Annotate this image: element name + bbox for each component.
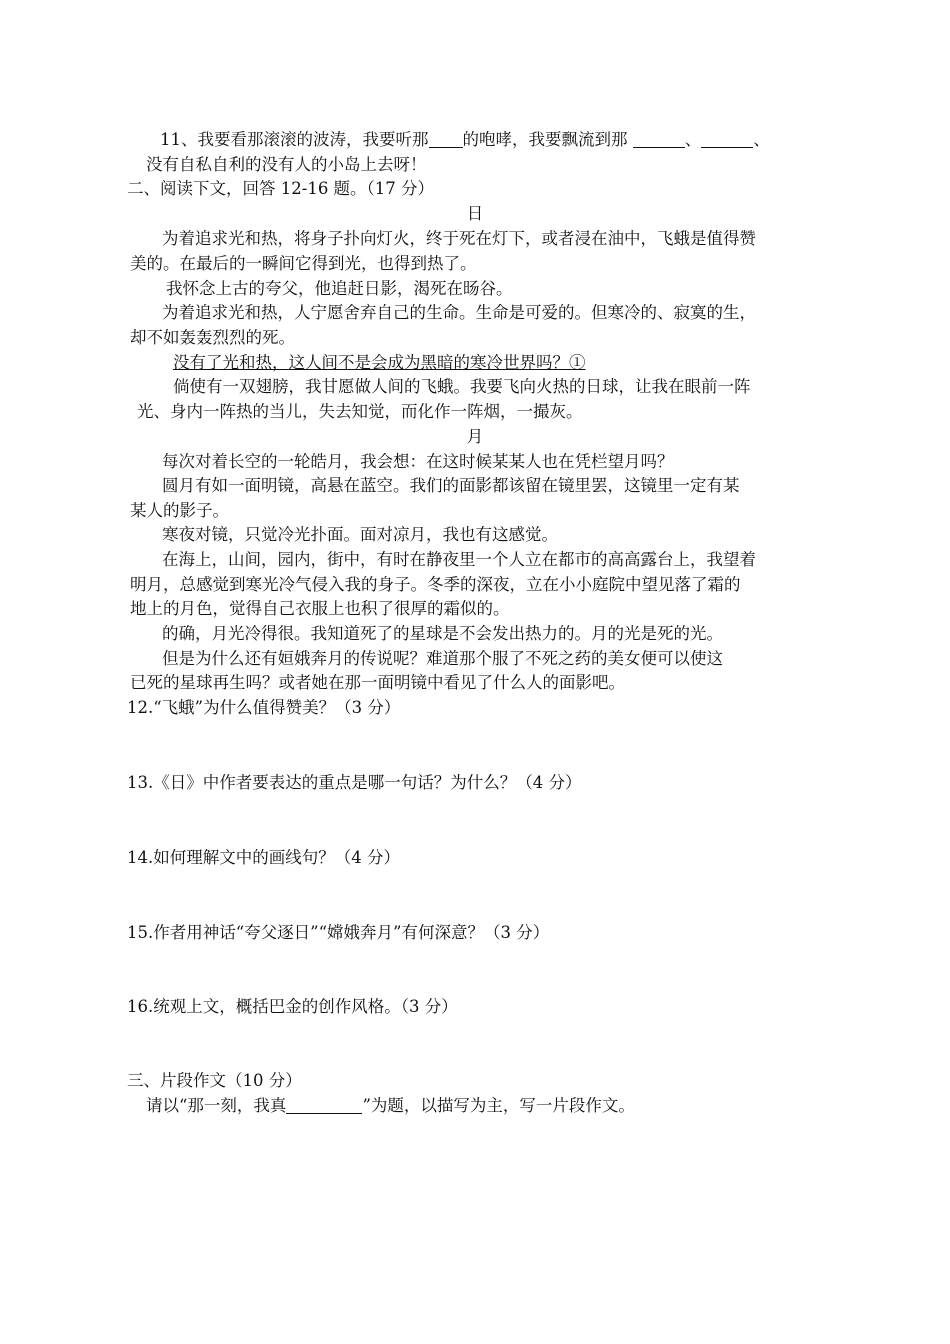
sun-paragraph-line: 光、身内一阵热的当儿，失去知觉，而化作一阵烟，一撮灰。: [137, 402, 583, 421]
answer-blank-1[interactable]: [429, 130, 463, 148]
sun-paragraph-line: 我怀念上古的夸父，他追赶日影，渴死在旸谷。: [166, 279, 513, 298]
sun-paragraph-line: 美的。在最后的一瞬间它得到光，也得到热了。: [130, 254, 477, 273]
moon-paragraph-line: 的确，月光冷得很。我知道死了的星球是不会发出热力的。月的光是死的光。: [162, 624, 723, 643]
essay-prompt: [146, 1094, 635, 1118]
moon-paragraph-line: 地上的月色，觉得自己衣服上也积了很厚的霜似的。: [130, 599, 510, 618]
question-14: 14.如何理解文中的画线句？（4 分）: [127, 848, 400, 867]
moon-paragraph-line: 圆月有如一面明镜，高悬在蓝空。我们的面影都该留在镜里罢，这镜里一定有某: [162, 476, 740, 495]
passage-title-moon: 月: [466, 427, 484, 446]
moon-paragraph-line: 明月，总感觉到寒光冷气侵入我的身子。冬季的深夜，立在小小庭院中望见落了霜的: [130, 575, 741, 594]
q11-text-3: 、: [684, 130, 702, 149]
question-12: 12.“飞蛾”为什么值得赞美？（3 分）: [127, 698, 401, 717]
essay-title-blank[interactable]: [286, 1096, 362, 1114]
moon-paragraph-line: 寒夜对镜，只觉冷光扑面。面对凉月，我也有这感觉。: [162, 525, 558, 544]
sun-paragraph-line: 为着追求光和热，人宁愿舍弃自己的生命。生命是可爱的。但寒冷的、寂寞的生，: [162, 303, 756, 322]
question-16: 16.统观上文，概括巴金的创作风格。（3 分）: [127, 997, 458, 1016]
sun-paragraph-line: 为着追求光和热，将身子扑向灯火，终于死在灯下，或者浸在油中，飞蛾是值得赞: [162, 229, 756, 248]
question-13: 13.《日》中作者要表达的重点是哪一句话？为什么？（4 分）: [127, 773, 582, 792]
underlined-sentence: 没有了光和热，这人间不是会成为黑暗的寒冷世界吗？①: [173, 353, 586, 372]
question-11-line-2: 没有自私自利的没有人的小岛上去呀！: [146, 155, 427, 174]
essay-prompt-text-1: 请以“那一刻，我真: [146, 1096, 287, 1115]
answer-blank-3[interactable]: [701, 130, 753, 148]
sun-paragraph-line: 倘使有一双翅膀，我甘愿做人间的飞蛾。我要飞向火热的日球，让我在眼前一阵: [173, 377, 751, 396]
passage-title-sun: 日: [466, 204, 484, 223]
moon-paragraph-line: 在海上，山间，园内，街中，有时在静夜里一个人立在都市的高高露台上，我望着: [162, 550, 756, 569]
moon-paragraph-line: 但是为什么还有姮娥奔月的传说呢？难道那个服了不死之药的美女便可以使这: [162, 649, 723, 668]
essay-prompt-text-2: ”为题，以描写为主，写一片段作文。: [362, 1096, 635, 1115]
q11-text-4: 、: [753, 130, 770, 149]
moon-paragraph-line: 已死的星球再生吗？或者她在那一面明镜中看见了什么人的面影吧。: [130, 673, 625, 692]
q11-text-1: 11、我要看那滚滚的波涛，我要听那: [160, 130, 429, 149]
moon-paragraph-line: 某人的影子。: [130, 501, 229, 520]
section-2-heading: 二、阅读下文，回答 12-16 题。（17 分）: [127, 179, 435, 198]
moon-paragraph-line: 每次对着长空的一轮皓月，我会想：在这时候某某人也在凭栏望月吗？: [162, 452, 674, 471]
answer-blank-2[interactable]: [633, 130, 685, 148]
sun-paragraph-line: 却不如轰轰烈烈的死。: [130, 328, 295, 347]
question-11-line-1: [160, 128, 770, 152]
q11-text-2: 的咆哮，我要飘流到那: [462, 130, 633, 149]
question-15: 15.作者用神话“夸父逐日”“嫦娥奔月”有何深意？（3 分）: [127, 923, 550, 942]
section-3-heading: 三、片段作文（10 分）: [127, 1071, 302, 1090]
